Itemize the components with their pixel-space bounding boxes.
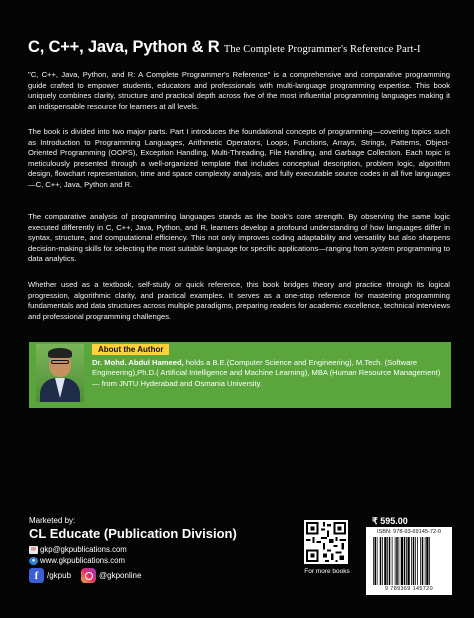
globe-icon: ● <box>29 557 38 565</box>
barcode-icon <box>372 537 446 585</box>
barcode-number: 9 789369 145720 <box>385 586 433 592</box>
title-subtitle: The Complete Programmer's Reference Part-I <box>223 44 421 55</box>
publisher-name: CL Educate (Publication Division) <box>29 526 237 541</box>
mail-icon: ✉ <box>30 547 37 553</box>
facebook-icon: f <box>29 568 44 583</box>
email-row <box>29 544 127 555</box>
description-paragraph-1: "C, C++, Java, Python, and R: A Complete Programmer's Reference" is a comprehensive and comparative programming guide crafted to empower students, educators and professionals with multi-language programming expertise. This book uniquely combines clarity, structure and practical depth across five of the most influential programming languages making it an indispensable resource for learners at all levels. <box>28 70 450 111</box>
qr-caption: For more books <box>304 568 350 575</box>
isbn-label: ISBN: 978-93-69145-72-0 <box>376 529 442 535</box>
author-bio <box>92 358 444 389</box>
description-paragraph-2: The book is divided into two major parts. Part I introduces the foundational concepts of programming—covering topics such as Introduction to Programming Languages, Arithmetic Operators, Loops, Functions, Arrays, Strings, Patterns, Object-Oriented Programming (OOPS), Exception Handling, Multi-Threading, File Handling, and Garbage Collection. Each topic is meticulously presented through a well-organized template that includes conceptual description, problem logic, algorithm design, flowchart representation, time and space complexity analysis, and fully executable source codes in all five languages—C, C++, Java, Python and R. <box>28 127 450 189</box>
author-heading: About the Author <box>92 344 169 355</box>
website-link[interactable]: www.gkpublications.com <box>40 556 125 565</box>
social-row <box>29 568 141 583</box>
qr-code-icon[interactable] <box>304 520 348 564</box>
description-paragraph-4: Whether used as a textbook, self-study or quick reference, this book bridges theory and practice through its logical progression, algorithmic clarity, and practical examples. It serves as a one-stop reference for mastering programming fundamentals and data structures across multiple paradigms, preparing readers for academic excellence, technical interviews and professional programming challenges. <box>28 280 450 321</box>
instagram-icon <box>81 568 96 583</box>
title-main: C, C++, Java, Python & R <box>28 38 220 56</box>
author-name: Dr. Mohd. Abdul Hameed, <box>92 358 184 367</box>
price-label: ₹ 595.00 <box>372 516 408 526</box>
website-row <box>29 555 125 566</box>
marketed-by-label: Marketed by: <box>29 516 76 525</box>
author-credentials: holds a B.E.(Computer Science and Engineering), M.Tech. (Software Engineering),Ph.D.( Artificial Intelligence and Machine Learning), MBA (Human Resource Management) — from JNTU Hyderabad and Osmania University. <box>92 358 441 388</box>
author-photo <box>36 344 84 402</box>
email-link[interactable]: gkp@gkpublications.com <box>40 545 127 554</box>
facebook-handle[interactable]: /gkpub <box>47 571 72 580</box>
cover-title <box>28 38 458 57</box>
description-paragraph-3: The comparative analysis of programming languages stands as the book's core strength. By observing the same logic executed differently in C, C++, Java, Python, and R, learners develop a profound understanding of how languages differ in syntax, structure, and computational efficiency. This not only improves coding adaptability and versatility but also sharpens decision-making skills for selecting the most suitable language for specific applications—ranging from system programming to data analytics. <box>28 212 450 264</box>
instagram-handle[interactable]: @gkponline <box>99 571 142 580</box>
